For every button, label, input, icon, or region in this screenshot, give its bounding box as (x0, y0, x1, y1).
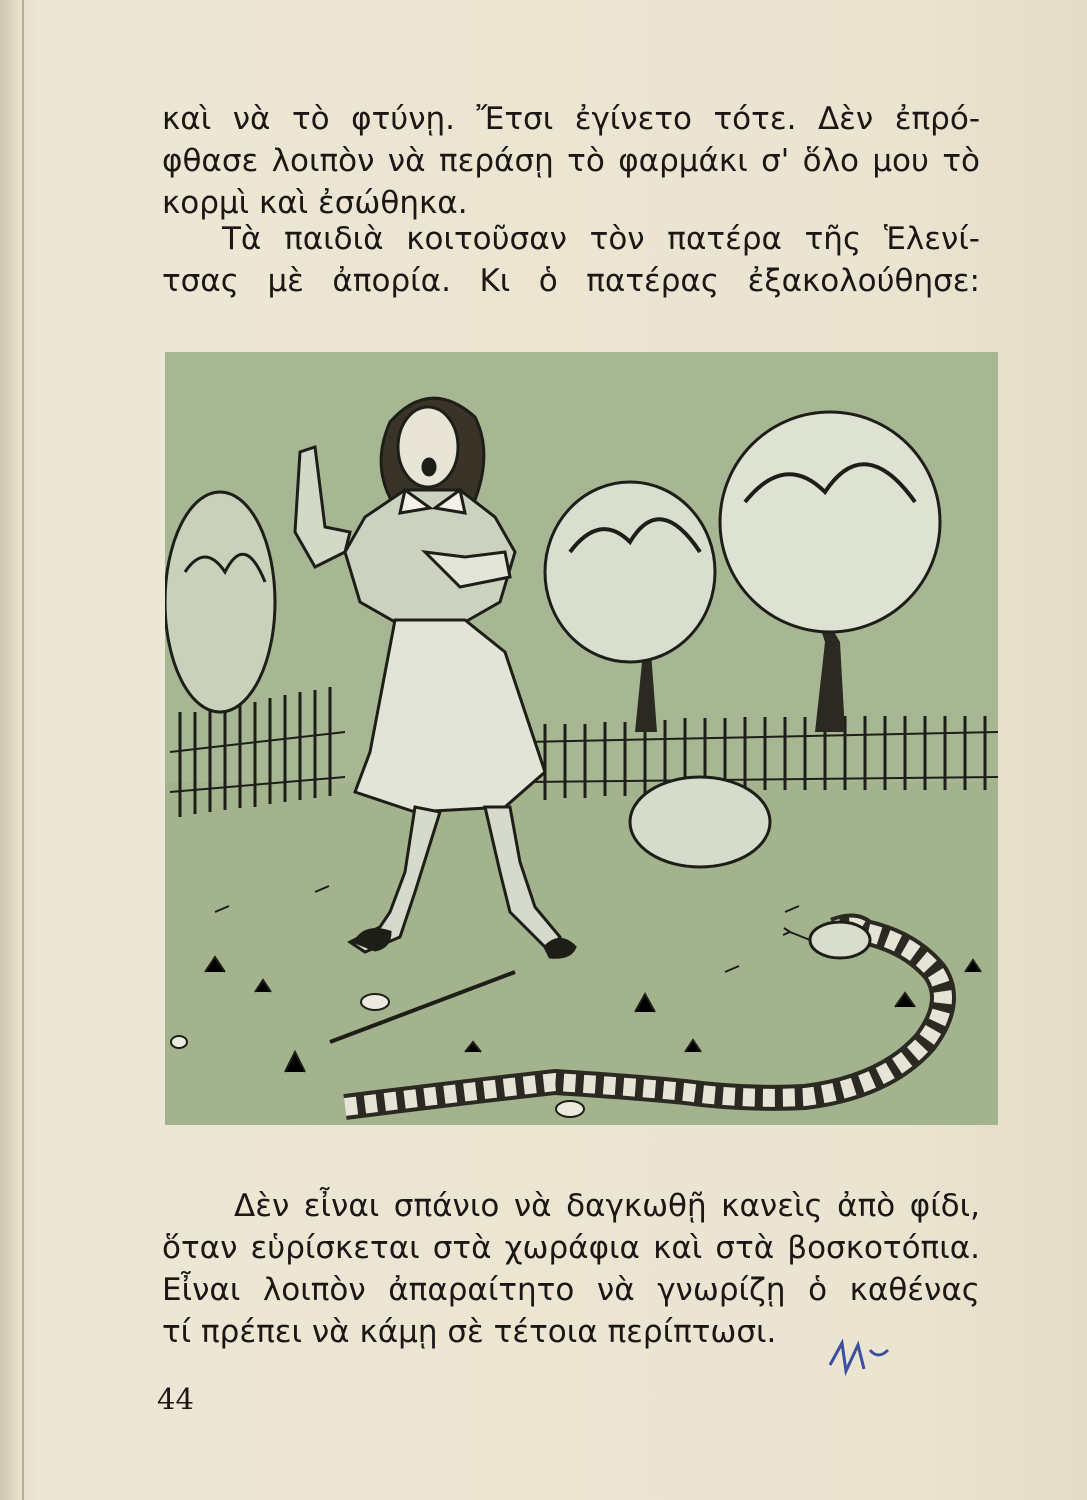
binding-edge (22, 0, 24, 1500)
page-number: 44 (157, 1382, 194, 1416)
text-line: Τὰ παιδιὰ κοιτοῦσαν τὸν πατέρα τῆς Ἑλενί- (222, 221, 980, 257)
pen-scribble-mark (820, 1330, 940, 1380)
text-line: ὅταν εὑρίσκεται στὰ χωράφια καὶ στὰ βοσκοτόπια. (162, 1230, 980, 1266)
illustration-girl-and-snake (165, 352, 998, 1125)
text-line: τί πρέπει νὰ κάμῃ σὲ τέτοια περίπτωσι. (162, 1314, 777, 1350)
paragraph-3 (162, 1185, 980, 1353)
text-line: τσας μὲ ἀπορία. Κι ὁ πατέρας ἐξακολούθησε: (162, 263, 980, 299)
text-line: Εἶναι λοιπὸν ἀπαραίτητο νὰ γνωρίζῃ ὁ καθένας (162, 1272, 980, 1308)
paragraph-2 (162, 218, 980, 302)
text-line: καὶ νὰ τὸ φτύνῃ. Ἔτσι ἐγίνετο τότε. Δὲν ἐπρό- (162, 101, 980, 137)
paragraph-1 (162, 98, 980, 224)
illustration-drawing (165, 352, 998, 1125)
text-line: κορμὶ καὶ ἐσώθηκα. (162, 185, 468, 221)
text-line: Δὲν εἶναι σπάνιο νὰ δαγκωθῇ κανεὶς ἀπὸ φίδι, (234, 1188, 980, 1224)
text-line: φθασε λοιπὸν νὰ περάσῃ τὸ φαρμάκι σ' ὅλο μου τὸ (162, 143, 980, 179)
